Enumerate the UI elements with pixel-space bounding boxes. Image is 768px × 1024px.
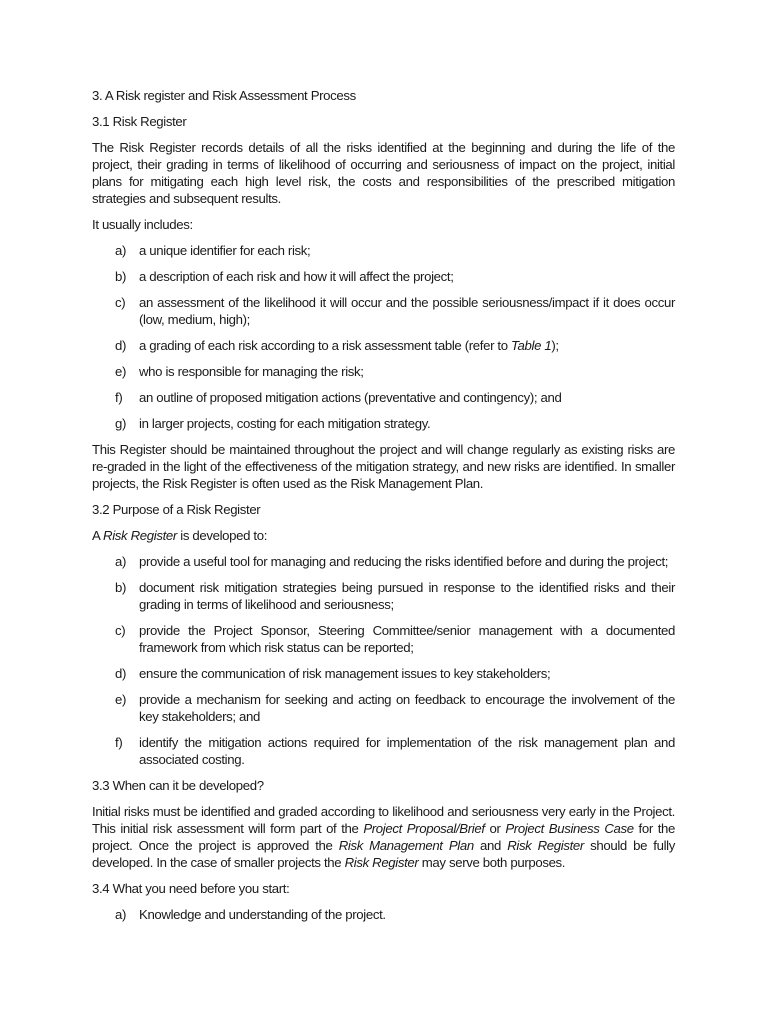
list-marker: b) <box>115 580 127 595</box>
prerequisites-list <box>92 906 675 923</box>
list-item <box>92 553 675 570</box>
list-item <box>92 691 675 725</box>
list-marker: f) <box>115 735 123 750</box>
list-item-text: Knowledge and understanding of the project. <box>139 907 386 922</box>
section-3-1-heading: 3.1 Risk Register <box>92 114 187 129</box>
list-marker: a) <box>115 554 127 569</box>
list-item <box>92 665 675 682</box>
list-marker: e) <box>115 364 127 379</box>
text-run: ); <box>551 338 559 353</box>
list-marker: b) <box>115 269 127 284</box>
list-marker: c) <box>115 623 126 638</box>
text-run-italic: Risk Register <box>507 838 584 853</box>
list-marker: e) <box>115 692 127 707</box>
list-item <box>92 337 675 354</box>
list-marker: f) <box>115 390 123 405</box>
list-item-text <box>139 337 675 354</box>
section-3-3-heading: 3.3 When can it be developed? <box>92 778 264 793</box>
text-run: for the project. Once the project is approved the <box>92 821 675 853</box>
list-marker: a) <box>115 907 127 922</box>
list-item-text: an outline of proposed mitigation actions (preventative and contingency); and <box>139 390 562 405</box>
list-item-text: document risk mitigation strategies being pursued in response to the identified risks and their grading in terms of likelihood and seriousness; <box>139 580 675 612</box>
text-run: may serve both purposes. <box>418 855 566 870</box>
includes-intro: It usually includes: <box>92 217 193 232</box>
list-item <box>92 363 675 380</box>
list-item-text: provide a mechanism for seeking and acting on feedback to encourage the involvement of the key stakeholders; and <box>139 692 675 724</box>
main-heading: 3. A Risk register and Risk Assessment Process <box>92 88 356 103</box>
table-reference: Table 1 <box>511 338 552 353</box>
text-run: a grading of each risk according to a risk assessment table (refer to <box>139 338 512 353</box>
list-marker: d) <box>115 338 127 353</box>
text-run-italic: Project Proposal/Brief <box>363 821 485 836</box>
section-3-1-closing: This Register should be maintained throughout the project and will change regularly as existing risks are re-graded in the light of the effectiveness of the mitigation strategy, and new risks are identified. In smaller projects, the Risk Register is often used as the Risk Management Plan. <box>92 442 675 491</box>
list-item-text: identify the mitigation actions required for implementation of the risk management plan and associated costing. <box>139 735 675 767</box>
list-marker: c) <box>115 295 126 310</box>
list-item <box>92 268 675 285</box>
text-run: Initial risks must be identified and graded according to likelihood and seriousness very early in the Project. This initial risk assessment will form part of the <box>92 804 675 836</box>
text-run: should be fully developed. In the case of smaller projects the <box>92 838 675 870</box>
purpose-list <box>92 553 675 768</box>
section-3-2-heading: 3.2 Purpose of a Risk Register <box>92 502 261 517</box>
section-3-1-paragraph: The Risk Register records details of all the risks identified at the beginning and during the life of the project, their grading in terms of likelihood of occurring and seriousness of impact on the project, initial plans for mitigating each high level risk, the costs and responsibilities of the prescribed mitigation strategies and subsequent results. <box>92 140 675 206</box>
list-marker: a) <box>115 243 127 258</box>
text-run: or <box>484 821 506 836</box>
document-page <box>92 87 675 932</box>
list-item <box>92 415 675 432</box>
list-item <box>92 242 675 259</box>
list-item-text: who is responsible for managing the risk; <box>139 364 364 379</box>
section-3-3-paragraph <box>92 803 675 871</box>
register-includes-list <box>92 242 675 432</box>
list-item-text: a unique identifier for each risk; <box>139 243 311 258</box>
text-run-italic: Risk Register <box>344 855 419 870</box>
text-run-italic: Project Business Case <box>505 821 634 836</box>
text-run: is developed to: <box>176 528 268 543</box>
text-run: and <box>473 838 508 853</box>
list-item <box>92 622 675 656</box>
list-item <box>92 389 675 406</box>
list-item-text: ensure the communication of risk management issues to key stakeholders; <box>139 666 551 681</box>
text-run: A <box>92 528 104 543</box>
list-item-text: a description of each risk and how it will affect the project; <box>139 269 454 284</box>
list-marker: g) <box>115 416 127 431</box>
text-run-italic: Risk Management Plan <box>338 838 474 853</box>
section-3-2-intro <box>92 527 675 544</box>
list-item-text: in larger projects, costing for each mitigation strategy. <box>139 416 431 431</box>
section-3-4-heading: 3.4 What you need before you start: <box>92 881 290 896</box>
list-item <box>92 294 675 328</box>
list-item <box>92 579 675 613</box>
list-marker: d) <box>115 666 127 681</box>
list-item <box>92 906 675 923</box>
list-item-text: provide the Project Sponsor, Steering Committee/senior management with a documented framework from which risk status can be reported; <box>139 623 675 655</box>
list-item-text: provide a useful tool for managing and reducing the risks identified before and during the project; <box>139 554 669 569</box>
list-item-text: an assessment of the likelihood it will occur and the possible seriousness/impact if it does occur (low, medium, high); <box>139 295 675 327</box>
text-run-italic: Risk Register <box>103 528 177 543</box>
list-item <box>92 734 675 768</box>
